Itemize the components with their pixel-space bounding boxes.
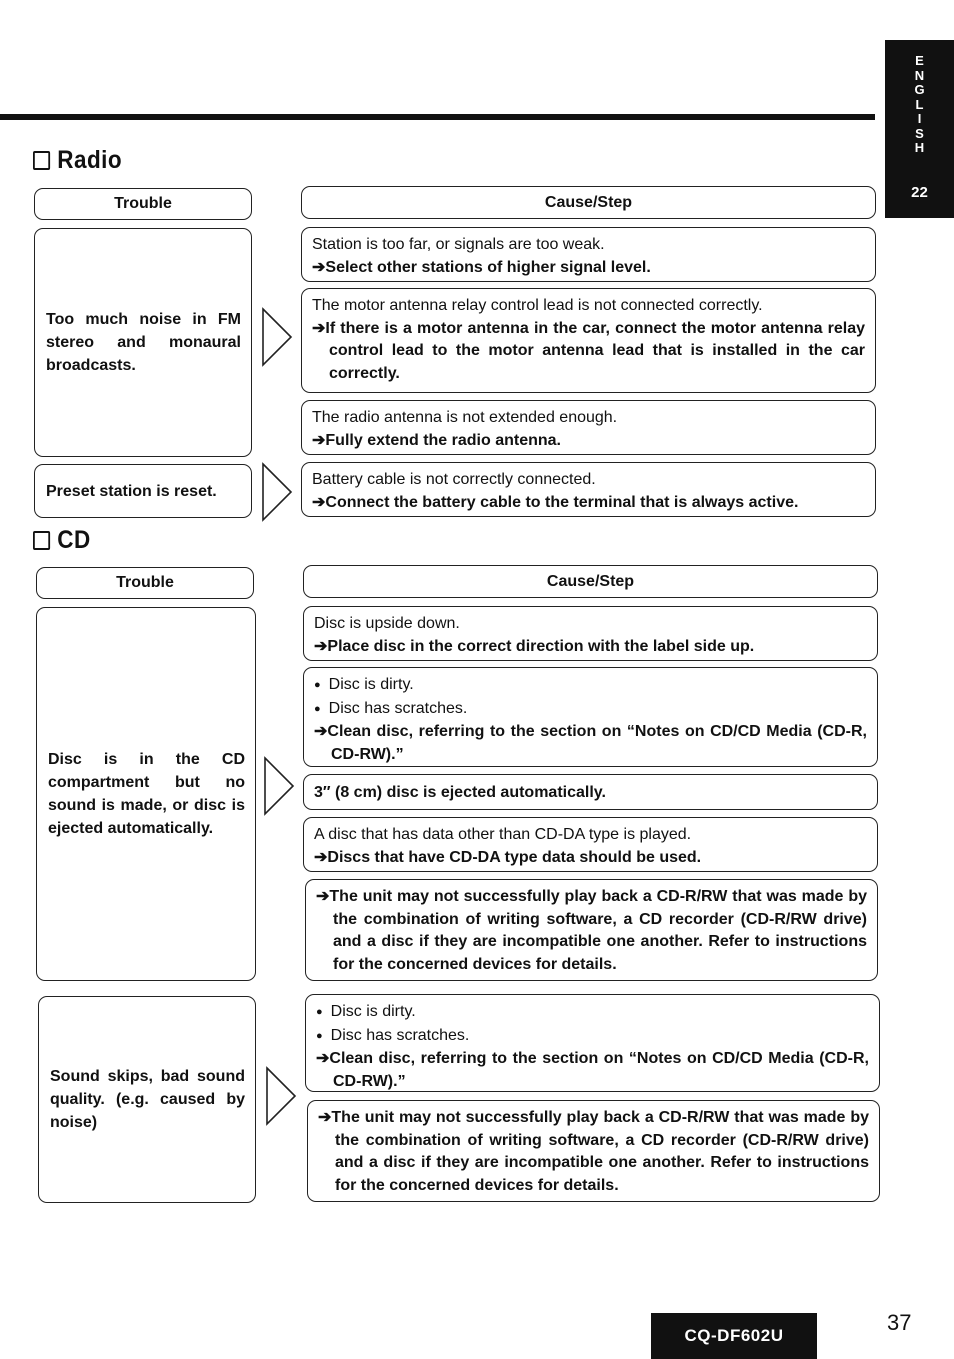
top-rule (0, 114, 875, 120)
step-text (318, 1107, 869, 1197)
model-number-badge: CQ-DF602U (651, 1313, 817, 1359)
step-text (312, 492, 865, 515)
language-tab (885, 40, 954, 218)
step-text (314, 721, 867, 766)
arrow-right-icon (260, 462, 294, 522)
arrow-right-icon (260, 307, 294, 367)
step-label: The unit may not successfully play back a CD-R/RW that was made by the combination of writing software, a CD recorder (CD-R/RW drive) and a disc if they are incompatible one another. Refer to instructions for the concerned devices for details. (331, 1109, 869, 1194)
step-text (312, 430, 865, 453)
step-text (314, 847, 867, 870)
step-text (312, 257, 865, 280)
cause-box (303, 667, 878, 767)
step-label: Discs that have CD-DA type data should be used. (327, 848, 702, 866)
arrow-right-icon (262, 756, 296, 816)
cause-box (307, 1100, 880, 1202)
step-label: If there is a motor antenna in the car, connect the motor antenna relay control lead to the motor antenna lead that is installed in the car correctly. (325, 319, 865, 382)
cause-box (305, 994, 880, 1092)
step-label: Connect the battery cable to the terminal that is always active. (325, 493, 799, 511)
radio-trouble-header: Trouble (34, 188, 252, 220)
step-arrow-icon: ➔ (314, 848, 328, 866)
step-text (314, 636, 867, 659)
step-arrow-icon: ➔ (316, 1050, 330, 1067)
radio-trouble-preset (34, 464, 252, 518)
cause-text: The motor antenna relay control lead is not connected correctly. (312, 297, 763, 314)
lang-letter: G (914, 82, 925, 97)
cd-trouble-no-sound (36, 607, 256, 981)
step-label: Select other stations of higher signal level. (325, 258, 651, 276)
checkbox-square-icon (33, 531, 50, 550)
step-arrow-icon: ➔ (318, 1109, 332, 1126)
step-arrow-icon: ➔ (312, 431, 326, 449)
step-label: Place disc in the correct direction with the label side up. (327, 637, 755, 655)
cd-trouble-header: Trouble (36, 567, 254, 599)
cd-title-text: CD (57, 526, 91, 554)
chapter-number: 22 (911, 184, 928, 201)
cause-box (301, 400, 876, 455)
cd-cause-header: Cause/Step (303, 565, 878, 598)
step-text (316, 886, 867, 976)
cause-bullet: ● Disc is dirty. (314, 674, 867, 698)
cause-box (301, 462, 876, 517)
cause-box (305, 879, 878, 981)
cause-bullet: ● Disc has scratches. (314, 698, 867, 722)
cause-text: Station is too far, or signals are too weak. (312, 236, 605, 253)
trouble-text: Preset station is reset. (46, 482, 217, 500)
cd-trouble-sound-skips (38, 996, 256, 1203)
lang-letter: E (915, 53, 924, 68)
lang-letter: S (915, 125, 924, 141)
step-label: Clean disc, referring to the section on “Notes on CD/CD Media (CD-R, CD-RW).” (327, 723, 867, 763)
step-text (316, 1048, 869, 1093)
page-number: 37 (887, 1310, 912, 1335)
trouble-text: Too much noise in FM stereo and monaural broadcasts. (46, 311, 241, 374)
radio-title-text: Radio (57, 146, 123, 174)
step-arrow-icon: ➔ (312, 258, 326, 276)
step-arrow-icon: ➔ (314, 723, 328, 740)
language-letters (885, 54, 954, 156)
step-label: 3″ (8 cm) disc is ejected automatically. (314, 784, 606, 801)
cause-bullet: ● Disc has scratches. (316, 1025, 869, 1049)
radio-cause-header: Cause/Step (301, 186, 876, 219)
cause-text: Battery cable is not correctly connected. (312, 471, 596, 488)
cause-bullet: ● Disc is dirty. (316, 1001, 869, 1025)
trouble-text: Sound skips, bad sound quality. (e.g. caused by noise) (50, 1068, 245, 1131)
step-arrow-icon: ➔ (312, 493, 326, 511)
step-arrow-icon: ➔ (316, 888, 330, 905)
step-label: Fully extend the radio antenna. (325, 431, 561, 449)
cause-box (303, 606, 878, 661)
cause-text: A disc that has data other than CD-DA type is played. (314, 826, 692, 843)
trouble-text: Disc is in the CD compartment but no sound is made, or disc is ejected automatically. (48, 751, 245, 837)
radio-section-title (33, 146, 122, 175)
radio-trouble-noise (34, 228, 252, 457)
step-arrow-icon: ➔ (312, 319, 326, 337)
lang-letter: L (915, 96, 924, 112)
cause-text: Disc is upside down. (314, 615, 460, 632)
lang-letter: H (914, 140, 925, 155)
checkbox-square-icon (33, 151, 50, 170)
lang-letter: N (914, 67, 925, 83)
step-label: The unit may not successfully play back a CD-R/RW that was made by the combination of writing software, a CD recorder (CD-R/RW drive) and a disc if they are incompatible one another. Refer to instructions for the concerned devices for details. (329, 888, 867, 973)
arrow-right-icon (264, 1066, 298, 1126)
cause-text: The radio antenna is not extended enough. (312, 409, 618, 426)
cd-section-title (33, 526, 91, 555)
cause-box (303, 774, 878, 810)
step-label: Clean disc, referring to the section on “Notes on CD/CD Media (CD-R, CD-RW).” (329, 1050, 869, 1090)
cause-box (301, 227, 876, 282)
cause-box (303, 817, 878, 872)
lang-letter: I (917, 111, 922, 126)
step-arrow-icon: ➔ (314, 637, 328, 655)
cause-box (301, 288, 876, 393)
step-text (312, 318, 865, 386)
